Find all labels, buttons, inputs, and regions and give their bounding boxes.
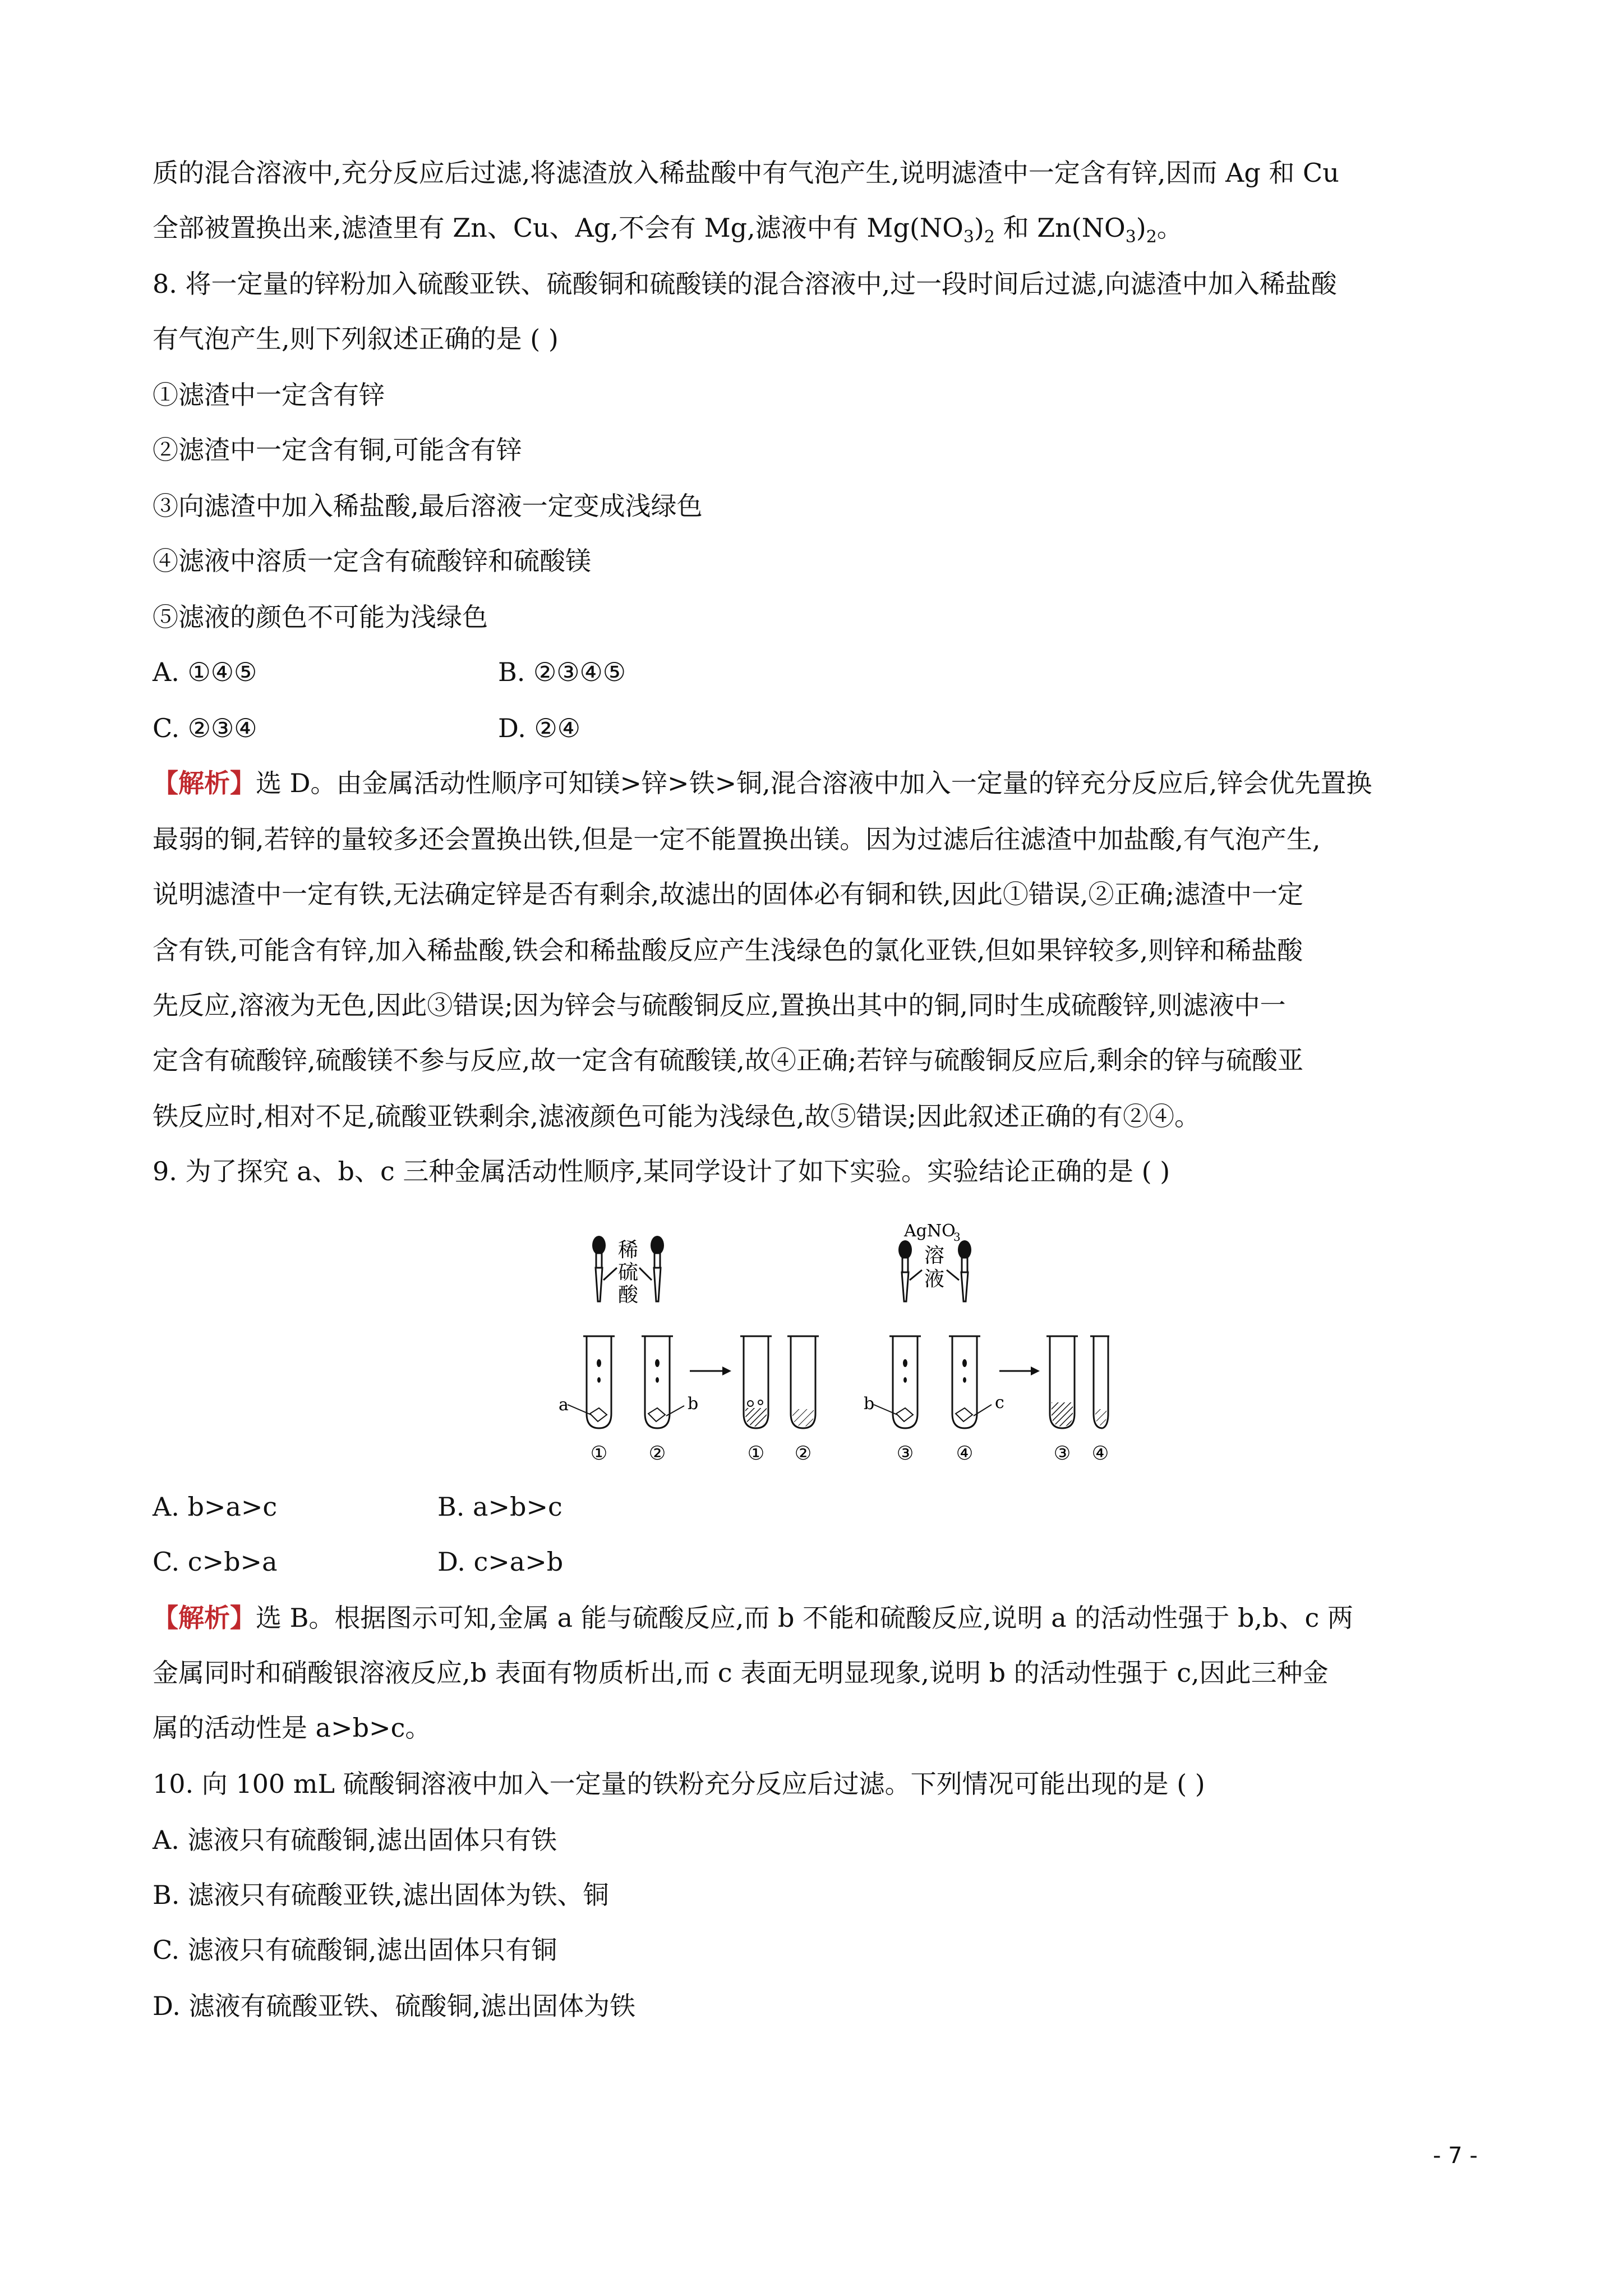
q10-option-d: D. 滤液有硫酸亚铁、硫酸铜,滤出固体为铁 <box>153 1991 636 2021</box>
q8-analysis: 定含有硫酸锌,硫酸镁不参与反应,故一定含有硫酸镁,故④正确;若锌与硫酸铜反应后,剩余的锌与硫酸亚 <box>153 1045 1303 1075</box>
text-line: 全部被置换出来,滤渣里有 Zn、Cu、Ag,不会有 Mg,滤液中有 $Mg(NO_3)_2$ 和 $Zn(NO_3)_2$。 <box>153 213 1183 247</box>
tube-number: ③ <box>1053 1442 1071 1465</box>
dropper <box>592 1236 617 1301</box>
q8-analysis: 铁反应时,相对不足,硫酸亚铁剩余,滤液颜色可能为浅绿色,故⑤错误;因此叙述正确的有②④。 <box>153 1101 1200 1131</box>
svg-text:酸: 酸 <box>617 1283 639 1306</box>
svg-text:硫: 硫 <box>617 1261 639 1284</box>
tube-number: ① <box>590 1442 608 1465</box>
q10-option-b: B. 滤液只有硫酸亚铁,滤出固体为铁、铜 <box>153 1880 609 1910</box>
test-tube-1 <box>559 1336 615 1428</box>
q8-analysis: 【解析】选 D。由金属活动性顺序可知镁>锌>铁>铜,混合溶液中加入一定量的锌充分反应后,锌会优先置换 <box>153 768 1372 798</box>
analysis-tag: 【解析】 <box>153 1603 256 1633</box>
q10-option-c: C. 滤液只有硫酸铜,滤出固体只有铜 <box>153 1935 557 1965</box>
q8-statement: ⑤滤液的颜色不可能为浅绿色 <box>153 602 488 632</box>
svg-text:c: c <box>995 1393 1004 1412</box>
q8-statement: ②滤渣中一定含有铜,可能含有锌 <box>153 435 522 465</box>
q10-stem: 10. 向 100 mL 硫酸铜溶液中加入一定量的铁粉充分反应后过滤。下列情况可能出现的是 ( ) <box>153 1769 1205 1799</box>
tube-number: ④ <box>956 1442 974 1465</box>
dropper <box>947 1240 971 1301</box>
q9-analysis: 属的活动性是 a>b>c。 <box>153 1713 431 1743</box>
q8-analysis: 先反应,溶液为无色,因此③错误;因为锌会与硫酸铜反应,置换出其中的铜,同时生成硫酸锌,则滤液中一 <box>153 990 1286 1020</box>
svg-text:AgNO: AgNO <box>904 1221 956 1241</box>
svg-text:液: 液 <box>924 1268 945 1291</box>
test-tube-3 <box>864 1336 921 1428</box>
experiment-figure <box>538 1217 1110 1475</box>
q9-option-b: B. a>b>c <box>437 1492 562 1522</box>
q9-analysis: 【解析】选 B。根据图示可知,金属 a 能与硫酸反应,而 b 不能和硫酸反应,说明 a 的活动性强于 b,b、c 两 <box>153 1603 1353 1633</box>
q10-option-a: A. 滤液只有硫酸铜,滤出固体只有铁 <box>153 1825 557 1855</box>
result-tube-1 <box>740 1336 772 1428</box>
test-tube-4 <box>949 1336 1004 1428</box>
acid-label <box>618 1239 639 1306</box>
q8-option-d: D. ②④ <box>498 713 580 743</box>
arrow <box>999 1366 1040 1375</box>
q9-stem: 9. 为了探究 a、b、c 三种金属活动性顺序,某同学设计了如下实验。实验结论正确的是 ( ) <box>153 1156 1170 1186</box>
q9-analysis: 金属同时和硝酸银溶液反应,b 表面有物质析出,而 c 表面无明显现象,说明 b 的活动性强于 c,因此三种金 <box>153 1658 1329 1688</box>
q8-analysis: 最弱的铜,若锌的量较多还会置换出铁,但是一定不能置换出镁。因为过滤后往滤渣中加盐酸,有气泡产生, <box>153 824 1321 854</box>
q8-option-c: C. ②③④ <box>153 713 257 743</box>
q8-option-b: B. ②③④⑤ <box>498 657 626 687</box>
svg-text:a: a <box>559 1395 569 1415</box>
q8-stem: 8. 将一定量的锌粉加入硫酸亚铁、硫酸铜和硫酸镁的混合溶液中,过一段时间后过滤,向滤渣中加入稀盐酸 <box>153 269 1337 299</box>
q8-statement: ③向滤渣中加入稀盐酸,最后溶液一定变成浅绿色 <box>153 491 703 521</box>
q9-option-d: D. c>a>b <box>437 1547 564 1577</box>
tube-number: ② <box>648 1442 666 1465</box>
result-tube-2 <box>787 1336 819 1428</box>
test-tube-2 <box>642 1336 698 1428</box>
svg-text:稀: 稀 <box>617 1239 639 1262</box>
arrow <box>690 1366 731 1375</box>
svg-text:b: b <box>864 1394 875 1414</box>
page-number: - 7 - <box>1433 2143 1478 2169</box>
tube-number: ① <box>747 1442 765 1465</box>
q8-analysis: 说明滤渣中一定有铁,无法确定锌是否有剩余,故滤出的固体必有铜和铁,因此①错误,②正确;滤渣中一定 <box>153 879 1303 909</box>
svg-text:b: b <box>688 1394 699 1414</box>
text-line: 质的混合溶液中,充分反应后过滤,将滤渣放入稀盐酸中有气泡产生,说明滤渣中一定含有锌,因而 Ag 和 Cu <box>153 158 1339 188</box>
analysis-tag: 【解析】 <box>153 768 256 798</box>
q9-option-a: A. b>a>c <box>153 1492 278 1522</box>
q8-stem: 有气泡产生,则下列叙述正确的是 ( ) <box>153 324 559 354</box>
dropper <box>639 1236 664 1301</box>
dropper <box>898 1240 922 1301</box>
q8-analysis: 含有铁,可能含有锌,加入稀盐酸,铁会和稀盐酸反应产生浅绿色的氯化亚铁,但如果锌较多,则锌和稀盐酸 <box>153 935 1303 965</box>
svg-text:3: 3 <box>953 1230 961 1244</box>
q8-option-a: A. ①④⑤ <box>153 657 257 687</box>
tube-number: ② <box>794 1442 812 1465</box>
tube-number: ④ <box>1091 1442 1109 1465</box>
q8-statement: ①滤渣中一定含有锌 <box>153 380 385 410</box>
agno3-label <box>903 1221 961 1291</box>
tube-number: ③ <box>896 1442 914 1465</box>
svg-text:溶: 溶 <box>924 1244 945 1267</box>
result-tube-3 <box>1046 1336 1078 1428</box>
q9-option-c: C. c>b>a <box>153 1547 278 1577</box>
result-tube-4 <box>1090 1336 1109 1428</box>
q8-statement: ④滤液中溶质一定含有硫酸锌和硫酸镁 <box>153 546 591 576</box>
